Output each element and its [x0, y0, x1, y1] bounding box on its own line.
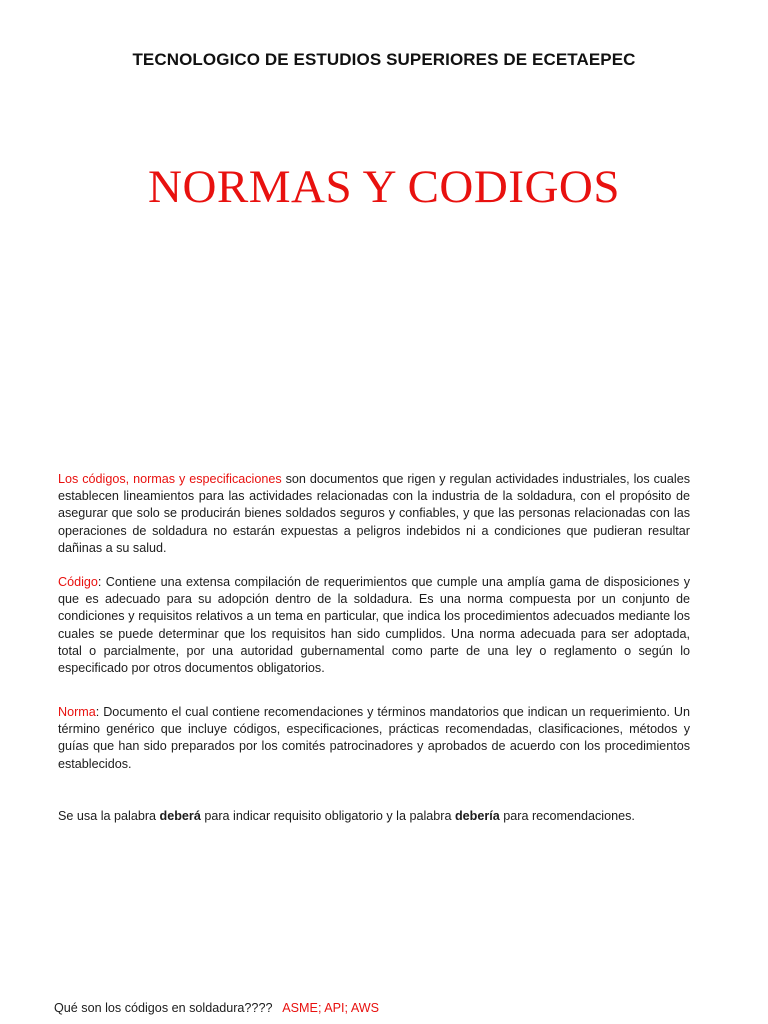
usage-word-deberia: debería [454, 809, 500, 823]
usage-part3: para recomendaciones. [499, 809, 635, 823]
footer-answer: ASME; API; AWS [282, 1001, 380, 1015]
document-title: NORMAS Y CODIGOS [148, 161, 620, 213]
codigo-text: : Contiene una extensa compilación de requerimientos que cumple una amplía gama de disposiciones y que es adecuado para su adopción dentro de la soldadura. Es una norma compuesta por un conjunto de condiciones y requisitos relativos a un tema en particular, que indica los procedimientos adecuados mediante los cuales se puede determinar que los requisitos han sido cumplidos. Una norma adecuada para ser adoptada, total o parcialmente, por una autoridad gubernamental como parte de una ley o reglamento o según lo especificado por otros documentos obligatorios. [58, 575, 690, 676]
footer-question-line [54, 1001, 379, 1015]
usage-paragraph [58, 808, 690, 825]
institution-name: TECNOLOGICO DE ESTUDIOS SUPERIORES DE ECETAEPEC [132, 50, 636, 69]
codigo-term: Código [58, 575, 98, 589]
intro-highlight: Los códigos, normas y especificaciones [58, 472, 282, 486]
usage-word-debera: deberá [159, 809, 201, 823]
footer-question: Qué son los códigos en soldadura???? [54, 1001, 283, 1015]
intro-text: son documentos que rigen y regulan actividades industriales, los cuales establecen lineamientos para las actividades relacionadas con la industria de la soldadura, con el propósito de asegurar que solo se producirán bienes soldados seguros y confiables, y que las personas relacionadas con las operaciones de soldadura no estarán expuestas a peligros indebidos ni a condiciones que pudieran resultar dañinas a su salud. [58, 472, 691, 555]
intro-paragraph [58, 471, 690, 557]
norma-term: Norma [58, 705, 96, 719]
usage-part2: para indicar requisito obligatorio y la palabra [200, 809, 455, 823]
norma-text: : Documento el cual contiene recomendaciones y términos mandatorios que indican un requerimiento. Un término genérico que incluye códigos, especificaciones, prácticas recomendadas, clasificaciones, métodos y guías que han sido preparados por los comités patrocinadores y aprobados de acuerdo con los procedimientos establecidos. [58, 705, 690, 771]
norma-paragraph [58, 704, 690, 773]
usage-part1: Se usa la palabra [58, 809, 160, 823]
codigo-paragraph [58, 574, 690, 677]
